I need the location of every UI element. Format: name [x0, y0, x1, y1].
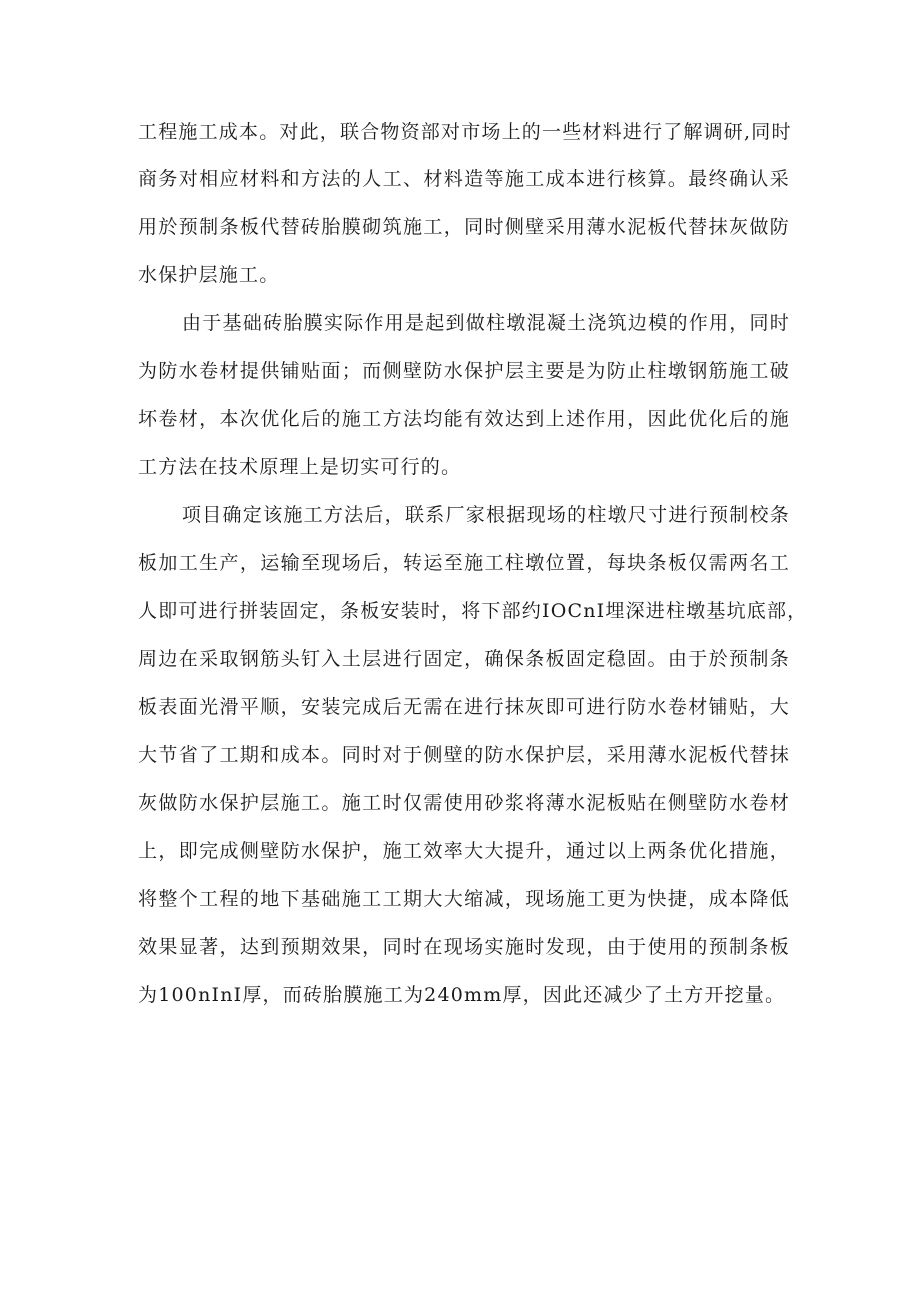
paragraph-3-line-7: 灰做防水保护层施工。施工时仅需使用砂浆将薄水泥板贴在侧壁防水卷材 — [138, 792, 790, 814]
paragraph-3-line-8: 上，即完成侧壁防水保护，施工效率大大提升，通过以上两条优化措施， — [138, 840, 790, 862]
paragraph-1-line-1: 工程施工成本。对此，联合物资部对市场上的一些材料进行了解调研,同时 — [138, 121, 792, 143]
paragraph-2-line-4: 工方法在技术原理上是切实可行的。 — [138, 456, 462, 478]
paragraph-2-line-1: 由于基础砖胎膜实际作用是起到做柱墩混凝土浇筑边模的作用，同时 — [182, 312, 790, 334]
paragraph-3-line-9: 将整个工程的地下基础施工工期大大缩减，现场施工更为快捷，成本降低 — [138, 888, 790, 910]
paragraph-1-line-4: 水保护层施工。 — [138, 264, 280, 286]
paragraph-1-line-3: 用於预制条板代替砖胎膜砌筑施工，同时侧壁采用薄水泥板代替抹灰做防 — [138, 216, 790, 238]
paragraph-3-line-11: 为100nInI厚，而砖胎膜施工为240mm厚，因此还减少了土方开挖量。 — [138, 984, 786, 1006]
paragraph-3-line-2: 板加工生产，运输至现场后，转运至施工柱墩位置，每块条板仅需两名工 — [138, 552, 790, 574]
paragraph-3-line-10: 效果显著，达到预期效果，同时在现场实施时发现，由于使用的预制条板 — [138, 936, 790, 958]
paragraph-3-line-5: 板表面光滑平顺，安装完成后无需在进行抹灰即可进行防水卷材铺贴，大 — [138, 696, 790, 718]
paragraph-2-line-2: 为防水卷材提供铺贴面；而侧壁防水保护层主要是为防止柱墩钢筋施工破 — [138, 360, 790, 382]
paragraph-3-line-1: 项目确定该施工方法后，联系厂家根据现场的柱墩尺寸进行预制校条 — [182, 504, 790, 526]
paragraph-1-line-2: 商务对相应材料和方法的人工、材料造等施工成本进行核算。最终确认采 — [138, 168, 790, 190]
paragraph-3-line-3: 人即可进行拼装固定，条板安装时，将下部约IOCnI埋深进柱墩基坑底部， — [138, 600, 808, 622]
paragraph-3-line-4: 周边在采取钢筋头钉入土层进行固定，确保条板固定稳固。由于於预制条 — [138, 648, 790, 670]
paragraph-2-line-3: 坏卷材，本次优化后的施工方法均能有效达到上述作用，因此优化后的施 — [138, 408, 790, 430]
paragraph-3-line-6: 大节省了工期和成本。同时对于侧壁的防水保护层，采用薄水泥板代替抹 — [138, 744, 790, 766]
